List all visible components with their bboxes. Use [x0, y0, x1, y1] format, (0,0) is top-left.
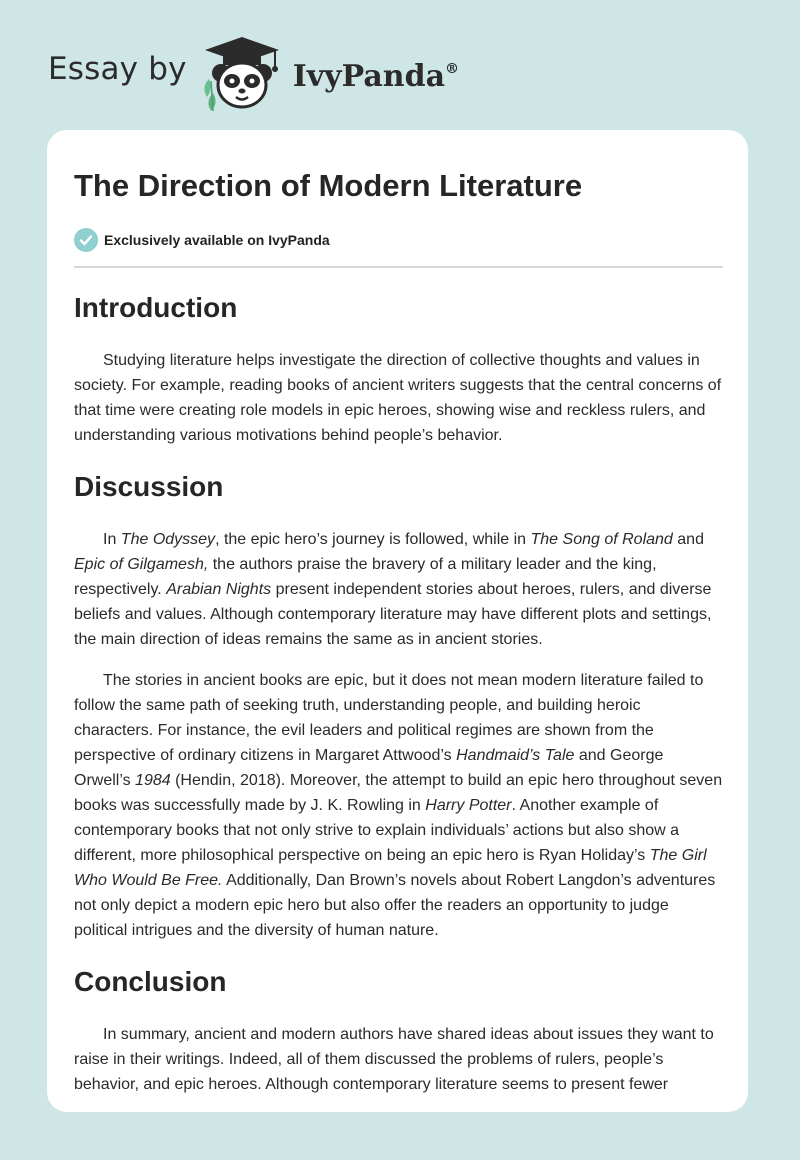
paragraph: The stories in ancient books are epic, but it does not mean modern literature failed to follow the same path of seeking truth, understanding people, and building heroic characters. For instance, the evil leaders and political regimes are shown from the perspective of ordinary citizens in Margaret Attwood’s Handmaid’s Tale and George Orwell’s 1984 (Hendin, 2018). Moreover, the attempt to build an epic hero throughout seven books was successfully made by J. K. Rowling in Harry Potter. Another example of contemporary books that not only strive to explain individuals’ actions but also show a different, more philosophical perspective on being an epic hero is Ryan Holiday’s The Girl Who Would Be Free. Additionally, Dan Brown’s novels about Robert Langdon’s adventures not only depict a modern epic hero but also offer the readers an opportunity to judge political intrigues and the diversity of human nature.	[74, 672, 723, 939]
essay-title: The Direction of Modern Literature	[74, 168, 583, 203]
checkmark-icon	[74, 228, 98, 252]
essay-card	[47, 130, 748, 1112]
section-conclusion	[74, 964, 722, 1097]
section-introduction	[74, 290, 722, 448]
section-heading: Discussion	[74, 471, 224, 502]
section-heading: Introduction	[74, 292, 238, 323]
paragraph: Studying literature helps investigate the direction of collective thoughts and values in society. For example, reading books of ancient writers suggests that the central concerns of that time were creating role models in epic heroes, showing wise and reckless rulers, and understanding various motivations behind people’s behavior.	[74, 352, 722, 444]
site-header	[48, 28, 459, 118]
paragraph: In summary, ancient and modern authors have shared ideas about issues they want to raise in their writings. Indeed, all of them discussed the problems of rulers, people’s behavior, and epic heroes. Although contemporary literature seems to present fewer	[74, 1026, 714, 1093]
title-divider	[74, 266, 723, 268]
section-heading: Conclusion	[74, 966, 227, 997]
exclusive-badge	[74, 228, 722, 252]
section-discussion	[74, 469, 722, 943]
ivypanda-logo[interactable]	[197, 33, 459, 113]
brand-name: IvyPanda®	[292, 58, 460, 94]
essay-by-label: Essay by	[48, 51, 187, 87]
exclusive-label: Exclusively available on IvyPanda	[104, 232, 330, 248]
paragraph: In The Odyssey, the epic hero’s journey is followed, while in The Song of Roland and Epic of Gilgamesh, the authors praise the bravery of a military leader and the king, respectively. Arabian Nights present independent stories about heroes, rulers, and diverse beliefs and values. Although contemporary literature may have different plots and settings, the main direction of ideas remains the same as in ancient stories.	[74, 531, 712, 648]
panda-graduate-icon	[197, 33, 287, 113]
